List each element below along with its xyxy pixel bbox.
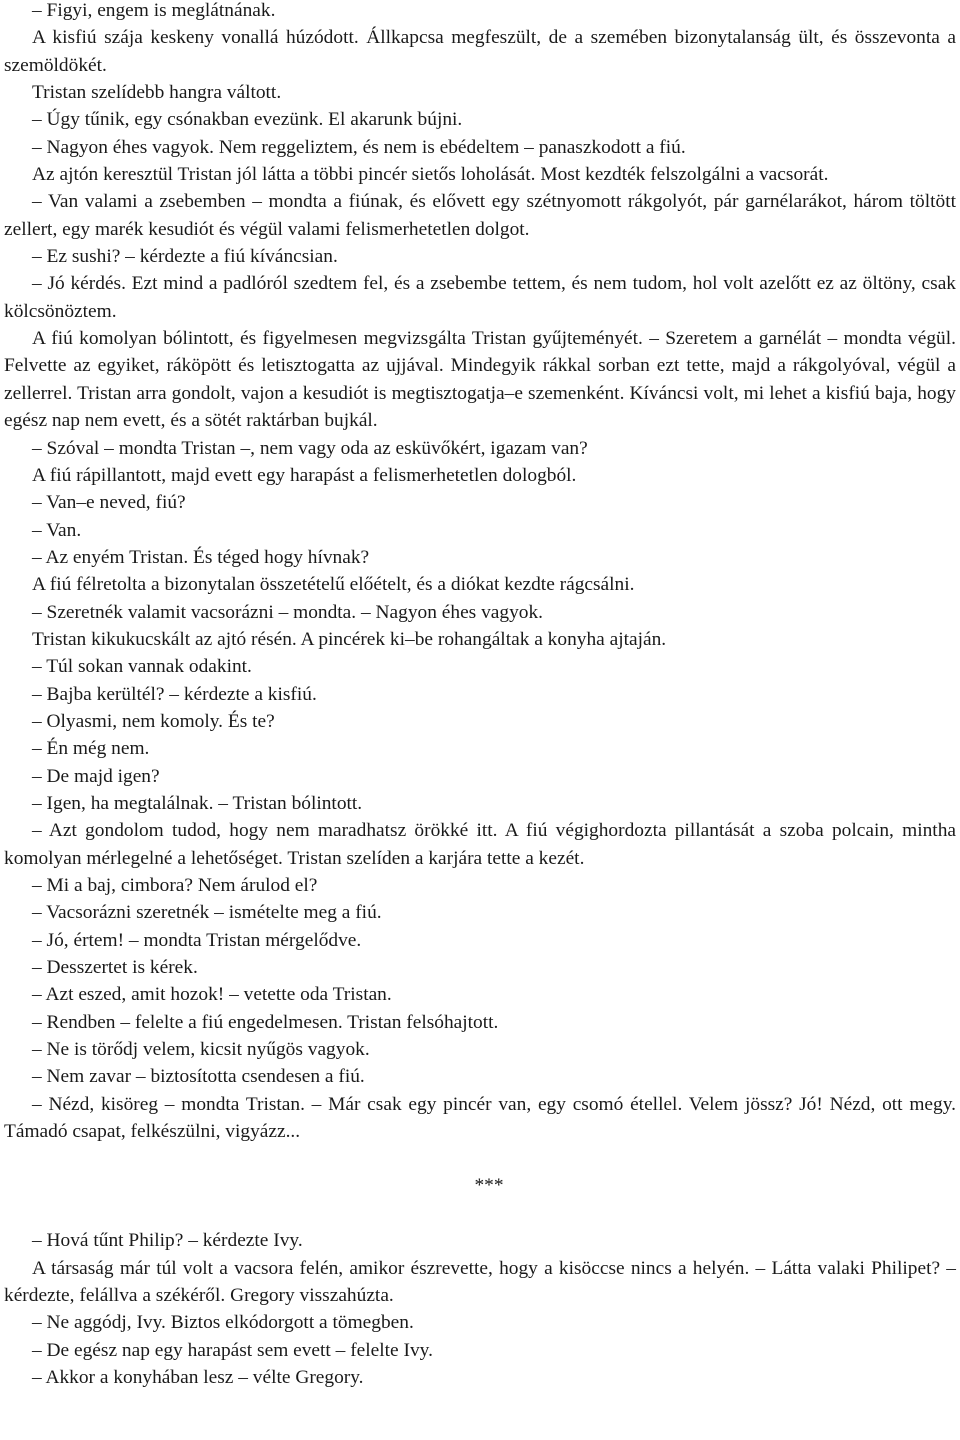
paragraph: – Nézd, kisöreg – mondta Tristan. – Már csak egy pincér van, egy csomó étellel. Velem jössz? Jó! Nézd, ott megy. Támadó csapat, felkészülni, vigyázz... <box>4 1093 956 1143</box>
paragraph: Az ajtón keresztül Tristan jól látta a többi pincér sietős loholását. Most kezdték felszolgálni a vacsorát. <box>32 164 829 186</box>
paragraph: – De majd igen? <box>32 765 160 787</box>
paragraph: – Figyi, engem is meglátnának. <box>32 0 276 21</box>
paragraph: – Túl sokan vannak odakint. <box>32 656 252 678</box>
paragraph: – Mi a baj, cimbora? Nem árulod el? <box>32 875 318 896</box>
paragraph: A kisfiú szája keskeny vonallá húzódott. Állkapcsa megfeszült, de a szemében bizonytalanság ült, és összevonta a szemöldökét. <box>4 27 956 76</box>
paragraph: – Olyasmi, nem komoly. És te? <box>32 710 275 732</box>
paragraph: – De egész nap egy harapást sem evett – felelte Ivy. <box>32 1339 433 1361</box>
paragraph: A fiú rápillantott, majd evett egy harapást a felismerhetetlen dologból. <box>32 464 577 486</box>
paragraph: – Van–e neved, fiú? <box>32 492 186 514</box>
paragraph: – Én még nem. <box>32 738 150 760</box>
paragraph: – Rendben – felelte a fiú engedelmesen. Tristan felsóhajtott. <box>32 1011 499 1033</box>
paragraph: – Desszertet is kérek. <box>32 957 198 979</box>
paragraph: – Az enyém Tristan. És téged hogy hívnak? <box>32 546 370 568</box>
paragraph: – Akkor a konyhában lesz – vélte Gregory. <box>32 1367 364 1389</box>
paragraph: – Ne is törődj velem, kicsit nyűgös vagyok. <box>32 1039 370 1061</box>
paragraph: – Azt gondolom tudod, hogy nem maradhatsz örökké itt. A fiú végighordozta pillantását a szoba polcain, mintha komolyan mérlegelné a lehetőséget. Tristan szelíden a karjára tette a kezét. <box>4 820 956 869</box>
paragraph: – Van valami a zsebemben – mondta a fiúnak, és elővett egy szétnyomott rákgolyót, pár garnélarákot, három töltött zellert, egy marék kesudiót és végül valami felismerhetetlen dolgot. <box>4 191 956 240</box>
paragraph: A fiú félretolta a bizonytalan összetételű előételt, és a diókat kezdte rágcsálni. <box>32 574 635 596</box>
paragraph: – Hová tűnt Philip? – kérdezte Ivy. <box>32 1230 303 1252</box>
paragraph: – Jó kérdés. Ezt mind a padlóról szedtem fel, és a zsebembe tettem, és nem tudom, hol volt azelőtt ez az öltöny, csak kölcsönöztem. <box>4 273 956 322</box>
paragraph: Tristan kikukucskált az ajtó résén. A pincérek ki–be rohangáltak a konyha ajtaján. <box>32 628 667 650</box>
paragraph: – Ne aggódj, Ivy. Biztos elkódorgott a tömegben. <box>32 1312 414 1334</box>
paragraph: A fiú komolyan bólintott, és figyelmesen megvizsgálta Tristan gyűjteményét. – Szeretem a garnélát – mondta végül. Felvette az egyiket, ráköpött és letisztogatta az ujjával. Mindegyik rákkal sorban ezt tette, majd a rákgolyóval, végül a zellerrel. Tristan arra gondolt, vajon a kesudiót is megtisztogatja–e szemenként. Kíváncsi volt, mi lehet a kisfiú baja, hogy egész nap nem evett, és a sötét raktárban bujkál. <box>4 328 956 432</box>
paragraph: – Szóval – mondta Tristan –, nem vagy oda az esküvőkért, igazam van? <box>32 437 588 459</box>
paragraph: – Szeretnék valamit vacsorázni – mondta. – Nagyon éhes vagyok. <box>32 601 544 623</box>
paragraph: – Nem zavar – biztosította csendesen a fiú. <box>32 1066 365 1088</box>
paragraph: – Azt eszed, amit hozok! – vetette oda Tristan. <box>32 984 392 1006</box>
paragraph: – Úgy tűnik, egy csónakban evezünk. El akarunk bújni. <box>32 109 463 131</box>
paragraph: Tristan szelídebb hangra váltott. <box>32 82 282 104</box>
paragraph: – Jó, értem! – mondta Tristan mérgelődve. <box>32 929 362 951</box>
paragraph: – Nagyon éhes vagyok. Nem reggeliztem, és nem is ebédeltem – panaszkodott a fiú. <box>32 136 686 158</box>
paragraph: A társaság már túl volt a vacsora felén, amikor észrevette, hogy a kisöccse nincs a helyén. – Látta valaki Philipet? – kérdezte, felállva a székéről. Gregory visszahúzta. <box>4 1257 956 1307</box>
paragraph: – Van. <box>32 519 82 541</box>
section-separator: *** <box>474 1175 504 1197</box>
document-page <box>4 0 956 1392</box>
paragraph: – Ez sushi? – kérdezte a fiú kíváncsian. <box>32 246 338 268</box>
paragraph: – Igen, ha megtalálnak. – Tristan bólintott. <box>32 792 363 814</box>
paragraph: – Vacsorázni szeretnék – ismételte meg a fiú. <box>32 902 382 924</box>
paragraph: – Bajba kerültél? – kérdezte a kisfiú. <box>32 683 317 705</box>
